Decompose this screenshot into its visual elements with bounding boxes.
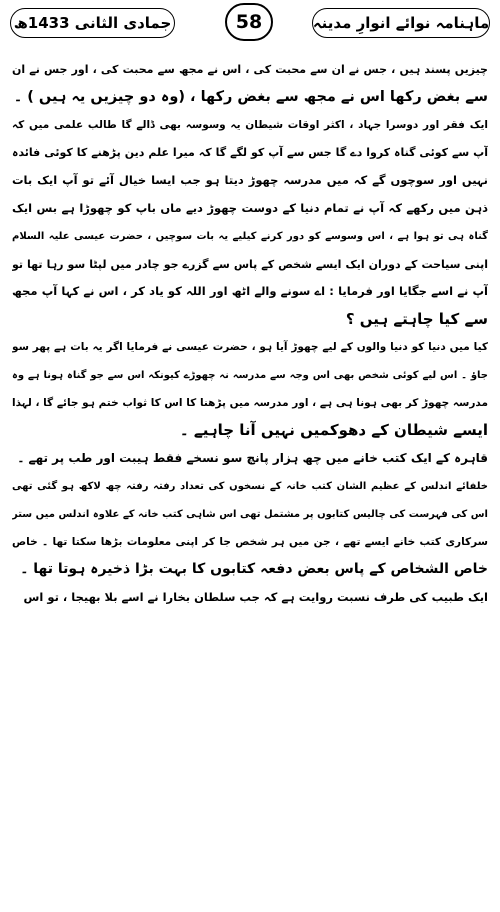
text-line: اس کی فہرست کی چالیس کتابوں پر مشتمل تھی اس شاہی کتب خانہ کے علاوہ اندلس میں ستر <box>12 508 488 520</box>
text-line: قاہرہ کے ایک کتب خانے میں چھ ہزار پانچ سو نسخے فقط ہیبت اور طب پر تھے ۔ <box>17 451 488 466</box>
text-line: ایسے شیطان کے دھوکمیں نہیں آنا چاہیے ۔ <box>179 421 488 440</box>
text-line: گناہ ہی تو ہوا ہے ، اس وسوسے کو دور کرنے کیلیے یہ بات سوچیں ، حضرت عیسی علیہ السلام <box>12 230 488 242</box>
issue-date-label: جمادی الثانی 1433ھ <box>10 8 175 38</box>
text-line: آپ سے کوئی گناہ کروا دے گا جس سے آپ کو لگے گا کہ میرا علم دین پڑھنے کا کوئی فائدہ <box>12 146 488 160</box>
paragraph <box>12 334 488 445</box>
text-line: اپنی سیاحت کے دوران ایک ایسے شخص کے پاس سے گزرے جو چادر میں لپٹا سو رہا تھا تو <box>12 257 488 271</box>
article-body <box>12 56 488 612</box>
text-line: ایک فقر اور دوسرا جہاد ، اکثر اوقات شیطان یہ وسوسہ بھی ڈالے گا طالب علمی میں کہ <box>12 118 488 131</box>
magazine-title: ماہنامہ نوائے انوارِ مدینہ <box>312 8 490 38</box>
text-line: سے بغض رکھا اس نے مجھ سے بغض رکھا ، (وہ دو چیزیں یہ ہیں ) ۔ <box>13 88 488 105</box>
paragraph <box>12 445 488 473</box>
paragraph <box>12 473 488 584</box>
text-line: سرکاری کتب خانے ایسے تھے ، جن میں ہر شخص جا کر اپنی معلومات بڑھا سکتا تھا ۔ خاص <box>12 535 488 548</box>
text-line: سے کیا چاہتے ہیں ؟ <box>345 310 488 329</box>
text-line: ایک طبیب کی طرف نسبت روایت ہے کہ جب سلطان بخارا نے اسے بلا بھیجا ، تو اس <box>23 590 488 605</box>
page-header <box>6 3 494 45</box>
paragraph <box>12 112 488 334</box>
paragraph <box>12 584 488 612</box>
text-line: مدرسہ چھوڑ کر بھی ہونا ہی ہے ، اور مدرسہ میں پڑھنا کا اس کا ثواب ختم ہو جائے گا ، لہذا <box>12 396 488 409</box>
page-number: 58 <box>225 3 273 41</box>
paragraph <box>12 56 488 112</box>
text-line: جاؤ ۔ اس لیے کوئی شخص بھی اس وجہ سے مدرسہ نہ چھوڑے کیونکہ اس سے جو گناہ ہونا ہے وہ <box>12 369 488 381</box>
text-line: نہیں اور سوچوں گے کہ میں مدرسہ چھوڑ دیتا ہو جب ایسا خیال آئے تو آپ ایک بات <box>12 173 488 188</box>
text-line: ذہن میں رکھے کہ آپ نے تمام دنیا کے دوست چھوڑ دیے ماں باپ کو چھوڑا ہے بس ایک <box>12 200 488 215</box>
text-line: خاص الشخاص کے پاس بعض دفعہ کتابوں کا بہت بڑا ذخیرہ ہوتا تھا ۔ <box>20 561 488 578</box>
text-line: کیا میں دنیا کو دنیا والوں کے لیے چھوڑ آیا ہو ، حضرت عیسی نے فرمایا اگر یہ بات ہے پھر سو <box>12 340 488 353</box>
text-line: چیزیں پسند ہیں ، جس نے ان سے محبت کی ، اس نے مجھ سے محبت کی ، اور جس نے ان <box>12 63 488 76</box>
text-line: خلفائے اندلس کے عظیم الشان کتب خانہ کے نسخوں کی تعداد رفتہ رفتہ چھ لاکھ ہو گئی تھی <box>12 480 488 492</box>
text-line: آپ نے اسے جگایا اور فرمایا : اے سونے والے اٹھ اور اللہ کو یاد کر ، اس نے کہا آپ مجھ <box>12 284 488 299</box>
